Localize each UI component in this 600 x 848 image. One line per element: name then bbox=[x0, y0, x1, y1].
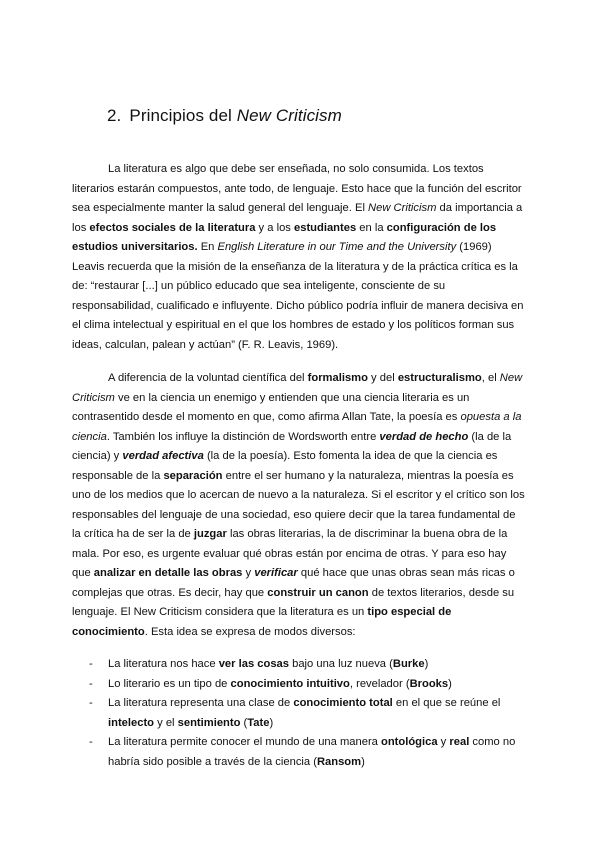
list-bold: conocimiento total bbox=[293, 697, 393, 709]
p2-bold: construir un canon bbox=[267, 586, 369, 599]
p2-bold: analizar en detalle las obras bbox=[93, 567, 243, 579]
p1-bold: configuración de los estudios universitarios. bbox=[72, 221, 497, 253]
p2-text: de textos literarios, desde su lenguaje. El New Criticism considera que la literatura es un bbox=[72, 586, 515, 618]
list-text: ) bbox=[448, 677, 452, 690]
list-author: Ransom bbox=[316, 755, 362, 768]
list-text: La literatura nos hace bbox=[108, 658, 219, 670]
list-text: La literatura representa una clase de bbox=[108, 697, 294, 709]
p2-bold-italic: verificar bbox=[254, 567, 298, 579]
list-text: La literatura permite conocer el mundo de una manera bbox=[108, 736, 382, 748]
p2-bold-italic: verdad de hecho bbox=[379, 430, 469, 443]
p2-bold: separación bbox=[163, 469, 223, 482]
p2-bold-italic: verdad afectiva bbox=[122, 450, 204, 462]
p1-text: La literatura es algo que debe ser enseñada, no solo consumida. Los textos literarios estarán compuestos, ante todo, de lenguaje. Esto hace que la función del escritor sea especialmente manter la salud general del lenguaje. El bbox=[72, 163, 522, 214]
p2-text: (la de la poesía). Esto fomenta la idea de que la ciencia es responsable de la bbox=[72, 450, 498, 482]
list-bold: intelecto bbox=[108, 716, 155, 729]
p1-text: (1969) Leavis recuerda que la misión de la enseñanza de la literatura y de la práctica crítica es la de: “restaurar [...] un público educado que sea inteligente, consciente de su responsabilidad, cualificado e influyente. Dicho público podría influir de manera decisiva en el clima intelectual y espiritual en el que los hombres de estado y los políticos forman sus ideas, calculan, palean y actúan” (F. R. Leavis, 1969). bbox=[72, 241, 524, 351]
section-number: 2. bbox=[107, 106, 122, 125]
p1-italic: New Criticism bbox=[368, 202, 437, 214]
p2-text: . También los influye la distinción de Wordsworth entre bbox=[106, 430, 380, 443]
list-bold: ontológica bbox=[381, 736, 438, 748]
section-heading bbox=[107, 106, 342, 126]
p2-text: (la de la ciencia) y bbox=[72, 430, 512, 462]
p2-bold: estructuralismo bbox=[397, 372, 482, 384]
list-item bbox=[72, 733, 527, 772]
p2-text: las obras literarias, la de discriminar la buena obra de la mala. Por eso, es urgente evaluar qué obras están por encima de otras. Y para eso hay que bbox=[72, 528, 508, 579]
list-text: como no habría sido posible a través de la ciencia ( bbox=[108, 736, 516, 768]
p2-text: y del bbox=[367, 372, 398, 384]
list-item bbox=[72, 655, 527, 675]
p1-text: en la bbox=[356, 221, 387, 234]
list-bold: sentimiento bbox=[177, 716, 241, 729]
p2-text: , el bbox=[481, 372, 500, 384]
p1-bold: estudiantes bbox=[294, 221, 357, 234]
p2-text: y bbox=[242, 567, 255, 579]
list-bold: ver las cosas bbox=[218, 658, 289, 670]
p1-text: En bbox=[197, 241, 218, 253]
section-title-italic: New Criticism bbox=[236, 106, 342, 125]
list-bold: conocimiento intuitivo bbox=[230, 677, 350, 690]
paragraph-2 bbox=[72, 369, 527, 642]
list-text: ) bbox=[361, 755, 365, 768]
list-text: bajo una luz nueva ( bbox=[289, 658, 393, 670]
list-author: Brooks bbox=[409, 677, 449, 690]
list-author: Burke bbox=[392, 658, 425, 670]
list-text: ) bbox=[424, 658, 429, 670]
list-text: ( bbox=[240, 716, 248, 729]
p2-text: entre el ser humano y la naturaleza, mientras la poesía es uno de los medios que lo acercan de nuevo a la naturaleza. Si el escritor y el crítico son los responsables del lenguaje de una sociedad, eso quiere decir que la tarea fundamental de la crítica ha de ser la de bbox=[72, 469, 525, 540]
p1-bold: efectos sociales de la literatura bbox=[89, 221, 256, 234]
list-author: Tate bbox=[247, 716, 270, 729]
list-text: ) bbox=[269, 716, 274, 729]
list-text: y bbox=[437, 736, 450, 748]
p2-italic: opuesta a la ciencia bbox=[72, 411, 522, 443]
p2-text: qué hace que unas obras sean más ricas o complejas que otras. Es decir, hay que bbox=[72, 567, 515, 599]
list-bold: real bbox=[449, 736, 470, 748]
paragraph-1 bbox=[72, 160, 527, 355]
p1-text: y a los bbox=[255, 221, 295, 234]
p2-text: ve en la ciencia un enemigo y entienden que una ciencia literaria es un contrasentido desde el momento en que, como afirma Allan Tate, la poesía es bbox=[72, 391, 470, 423]
list-text: Lo literario es un tipo de bbox=[108, 677, 231, 690]
p1-italic: English Literature in our Time and the University bbox=[217, 241, 457, 253]
list-item bbox=[72, 694, 527, 733]
p2-bold: juzgar bbox=[193, 528, 227, 540]
section-title: Principios del bbox=[129, 106, 237, 125]
p2-text: A diferencia de la voluntad científica del bbox=[108, 372, 308, 384]
list-text: y el bbox=[154, 716, 178, 729]
bullet-list bbox=[72, 655, 527, 772]
p1-text: da importancia a los bbox=[72, 202, 523, 234]
list-item bbox=[72, 675, 527, 695]
list-text: en el que se reúne el bbox=[392, 697, 501, 709]
list-text: , revelador ( bbox=[349, 677, 410, 690]
p2-italic: New Criticism bbox=[72, 372, 523, 404]
p2-bold: formalismo bbox=[307, 372, 368, 384]
p2-text: . Esta idea se expresa de modos diversos: bbox=[144, 625, 356, 638]
p2-bold: tipo especial de conocimiento bbox=[72, 606, 452, 638]
